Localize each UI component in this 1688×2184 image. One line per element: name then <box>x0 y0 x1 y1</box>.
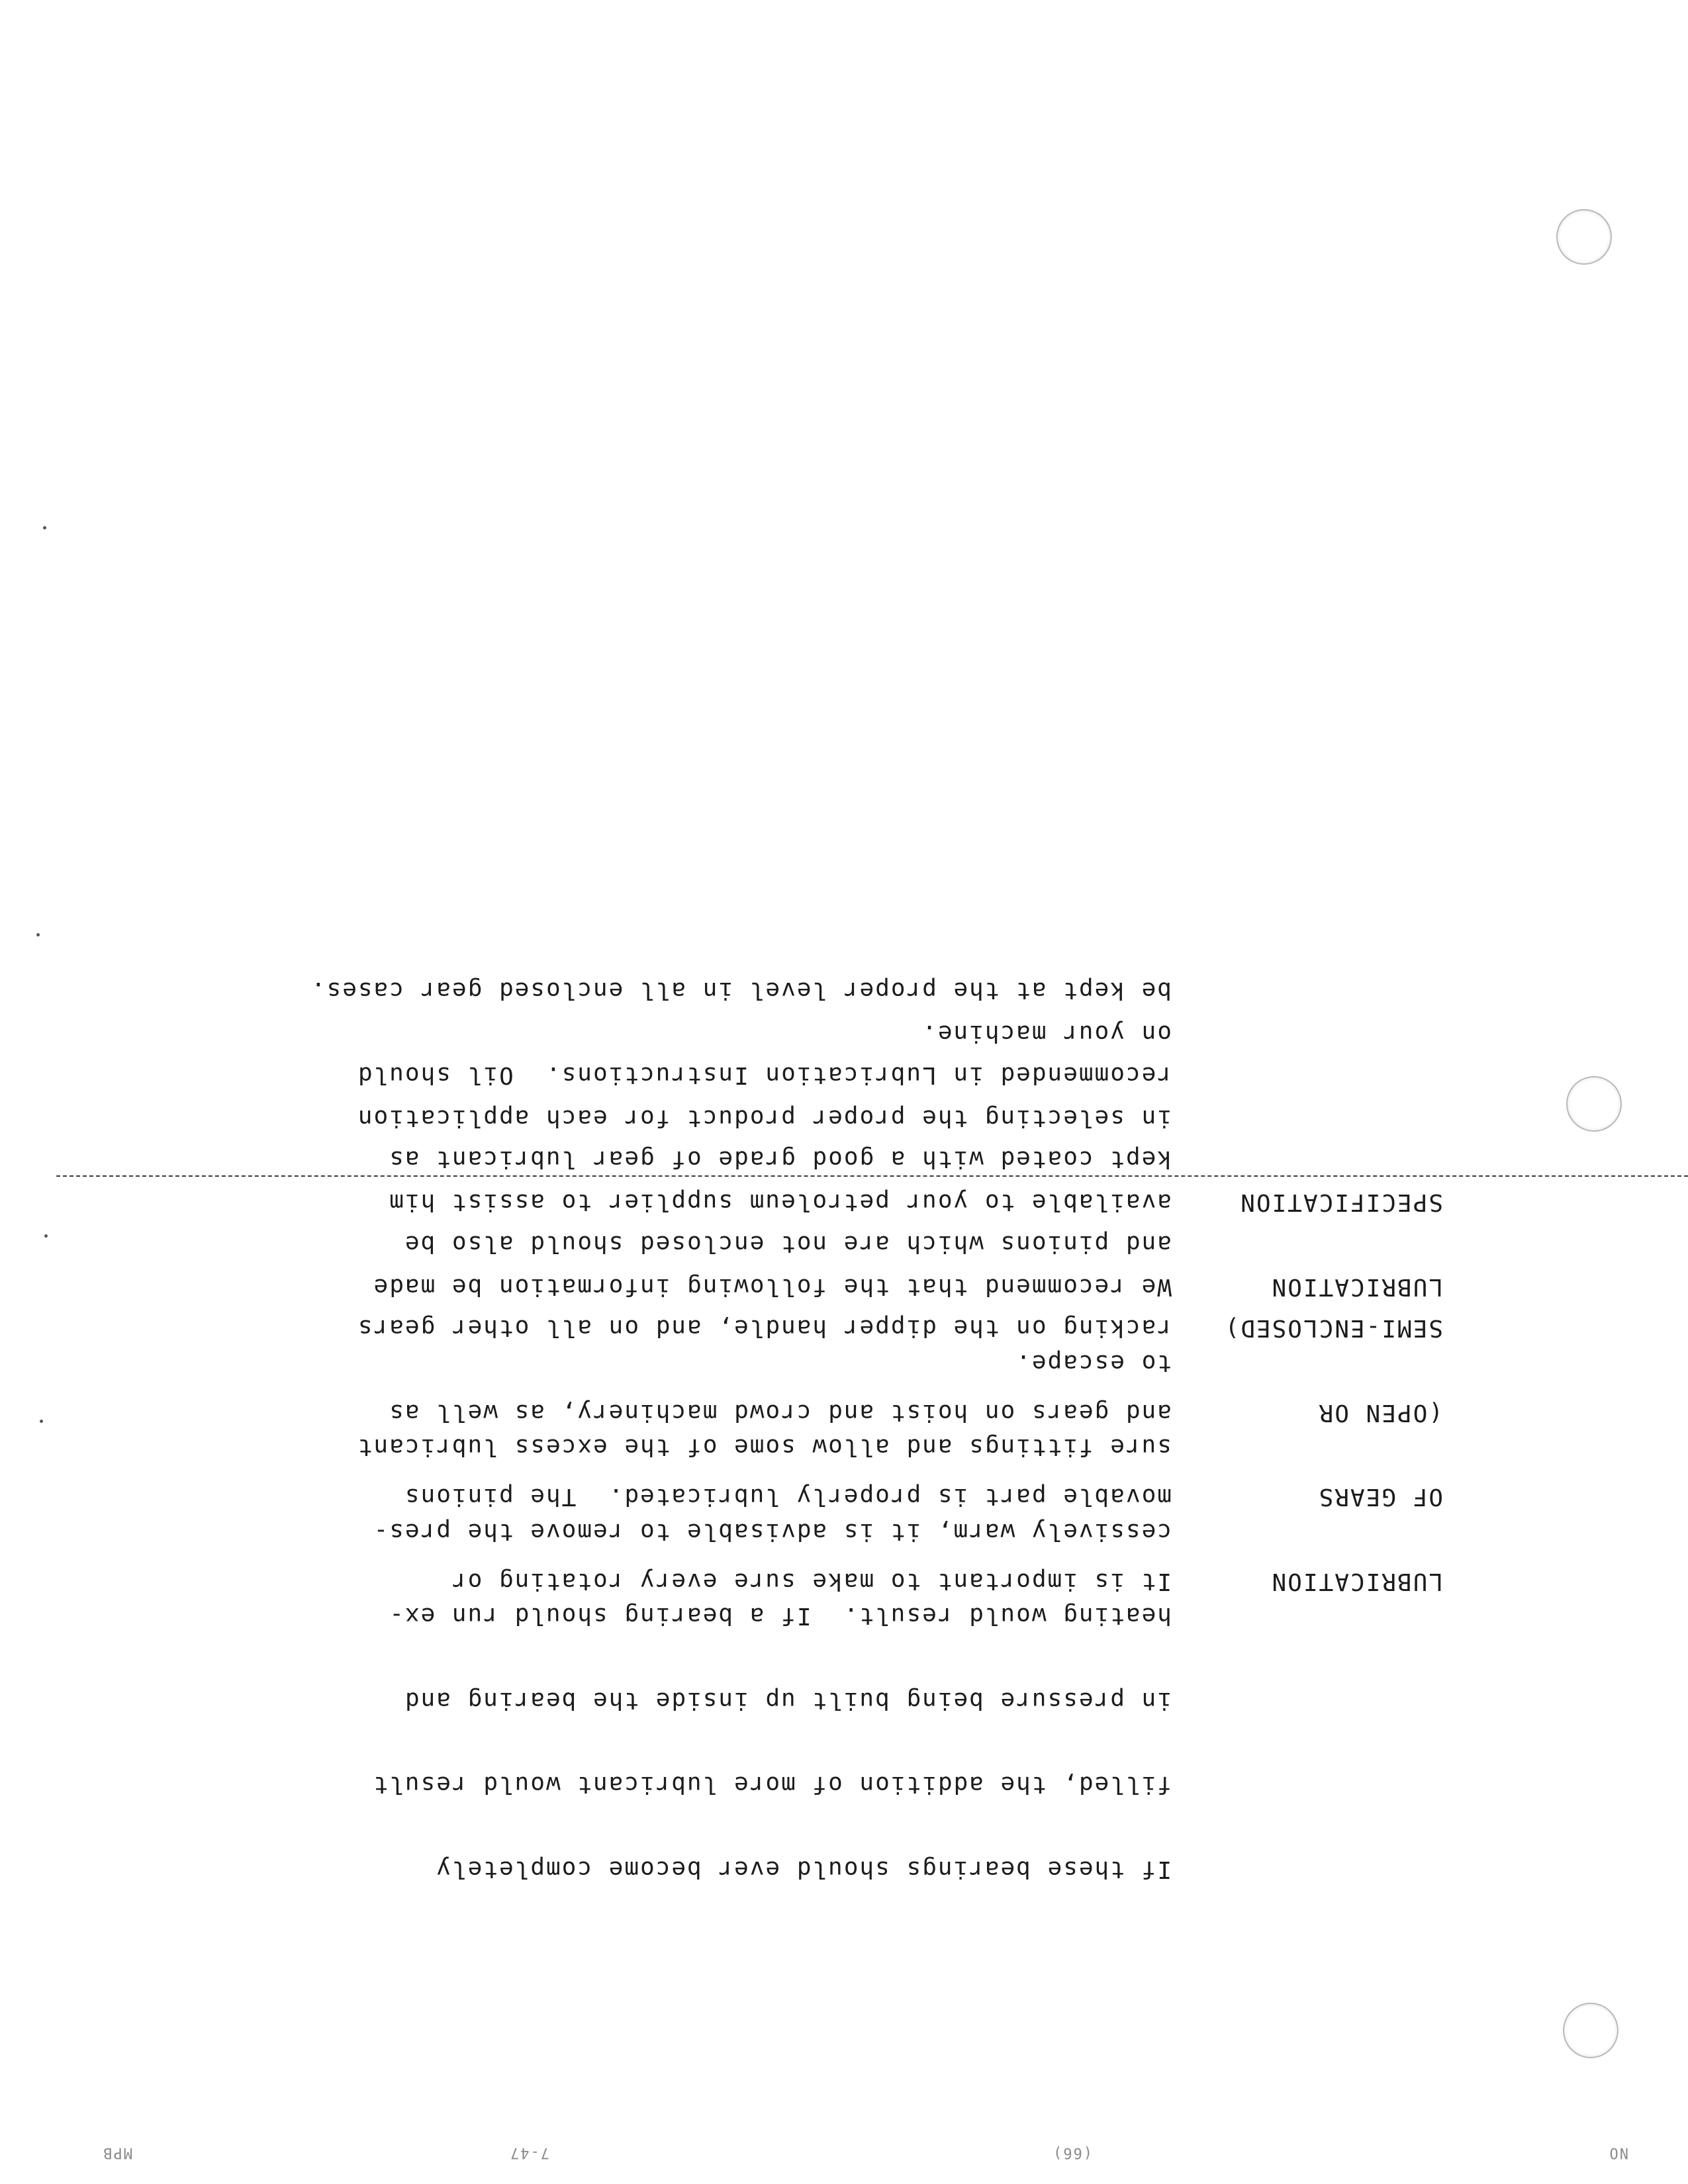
scan-speck <box>43 526 46 529</box>
punch-hole <box>1556 209 1612 265</box>
punch-hole <box>1563 2003 1618 2058</box>
text-line: It is important to make sure every rotating or <box>451 1568 1172 1595</box>
heading-line: OF GEARS <box>1317 1483 1443 1511</box>
page-mark: NO <box>1608 2144 1628 2161</box>
heading-line: LUBRICATION <box>1270 1568 1443 1595</box>
text-line: kept coated with a good grade of gear lubricant as <box>388 1146 1172 1173</box>
text-line: and gears on hoist and crowd machinery, as well as <box>388 1399 1172 1426</box>
scan-speck <box>40 1420 43 1423</box>
scan-speck <box>44 1234 48 1238</box>
page-mark: MPB <box>102 2144 132 2161</box>
page-mark: 7-47 <box>509 2144 549 2161</box>
text-line: If these bearings should ever become completely <box>435 1856 1172 1883</box>
heading-line: (OPEN OR <box>1317 1399 1443 1426</box>
scan-speck <box>36 933 40 936</box>
text-line: to escape. <box>1015 1349 1172 1377</box>
text-line: movable part is properly lubricated. The pinions <box>403 1483 1172 1511</box>
text-line: available to your petroleum supplier to assist him <box>388 1189 1172 1216</box>
text-line: sure fittings and allow some of the excess lubricant <box>356 1433 1172 1461</box>
heading-line: SEMI-ENCLOSED) <box>1223 1314 1443 1342</box>
text-line: in pressure being built up inside the bearing and <box>403 1687 1172 1714</box>
heading-line: LUBRICATION <box>1270 1273 1443 1300</box>
text-line: on your machine. <box>921 1020 1172 1048</box>
text-line: We recommend that the following information be made <box>372 1273 1172 1300</box>
horizontal-rule <box>56 1175 1688 1177</box>
text-line: in selecting the proper product for each application <box>356 1105 1172 1132</box>
text-line: cessively warm, it is advisable to remove the pres- <box>372 1518 1172 1545</box>
section-heading-specification <box>1239 1132 1443 1357</box>
text-line: be kept at the proper level in all enclosed gear cases. <box>309 977 1172 1005</box>
text-line: filled, the addition of more lubricant would result <box>372 1771 1172 1799</box>
heading-line: SPECIFICATION <box>1239 1189 1443 1216</box>
text-line: and pinions which are not enclosed should also be <box>403 1230 1172 1257</box>
text-line: heating would result. If a bearing should run ex- <box>388 1602 1172 1630</box>
punch-hole <box>1566 1076 1622 1132</box>
paragraph-specification <box>357 963 1172 1357</box>
text-line: recommended in Lubrication Instructions. Oil should <box>356 1062 1172 1089</box>
page-mark: (66) <box>1052 2144 1092 2161</box>
text-line: racking on the dipper handle, and on all other gears <box>356 1314 1172 1342</box>
